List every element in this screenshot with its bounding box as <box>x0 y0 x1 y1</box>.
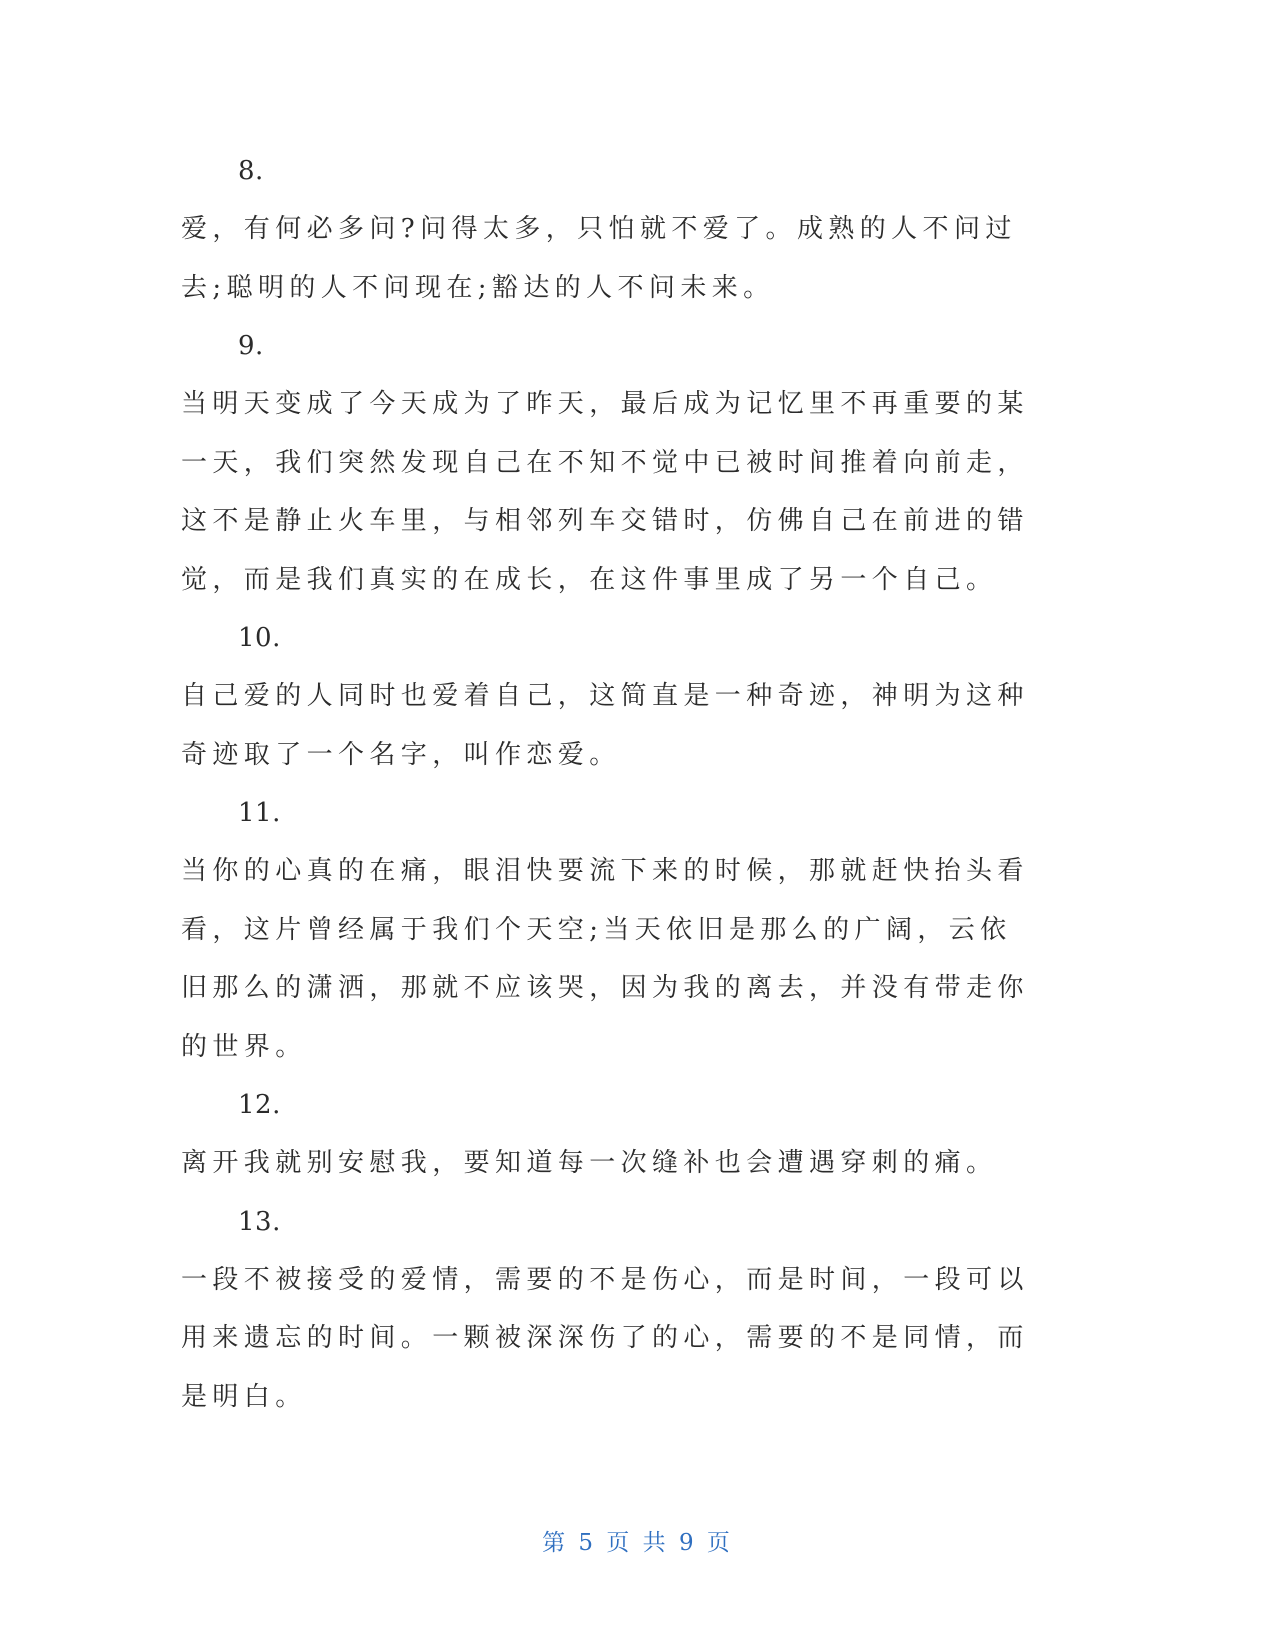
item-number: 8. <box>238 156 264 186</box>
item-number: 9. <box>238 331 264 361</box>
item-text: 爱，有何必多问?问得太多，只怕就不爱了。成熟的人不问过去;聪明的人不问现在;豁达的人不问未来。 <box>181 214 1017 303</box>
item-number: 10. <box>238 623 281 653</box>
item-text: 当明天变成了今天成为了昨天，最后成为记忆里不再重要的某一天，我们突然发现自己在不知不觉中已被时间推着向前走，这不是静止火车里，与相邻列车交错时，仿佛自己在前进的错觉，而是我们真实的在成长，在这件事里成了另一个自己。 <box>181 389 1029 595</box>
item-text: 一段不被接受的爱情，需要的不是伤心，而是时间，一段可以用来遗忘的时间。一颗被深深伤了的心，需要的不是同情，而是明白。 <box>181 1264 1029 1412</box>
item-text: 当你的心真的在痛，眼泪快要流下来的时候，那就赶快抬头看看，这片曾经属于我们个天空;当天依旧是那么的广阔，云依旧那么的潇洒，那就不应该哭，因为我的离去，并没有带走你的世界。 <box>181 856 1029 1062</box>
item-text: 自己爱的人同时也爱着自己，这简直是一种奇迹，神明为这种奇迹取了一个名字，叫作恋爱。 <box>181 681 1029 770</box>
item-number: 11. <box>238 798 281 828</box>
item-number: 13. <box>238 1206 281 1237</box>
page-footer: 第 5 页 共 9 页 <box>542 1530 733 1556</box>
item-text: 离开我就别安慰我，要知道每一次缝补也会遭遇穿刺的痛。 <box>181 1148 998 1178</box>
document-body <box>181 142 1041 1426</box>
item-number: 12. <box>238 1090 281 1120</box>
